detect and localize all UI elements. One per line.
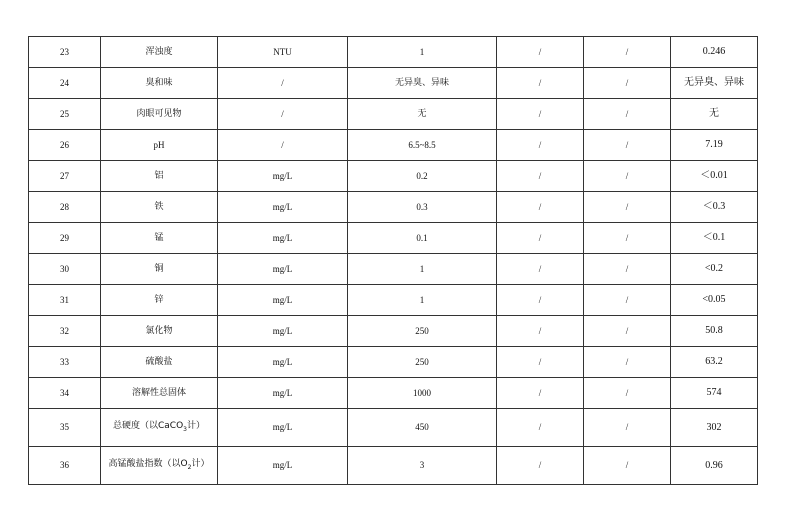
result-cell: 无 [671, 99, 758, 130]
result-cell: 63.2 [671, 347, 758, 378]
table-row [29, 68, 758, 99]
blank-cell: / [497, 68, 584, 99]
limit-cell: 1 [348, 285, 497, 316]
limit-cell: 250 [348, 316, 497, 347]
unit-cell: / [218, 130, 348, 161]
unit-cell: mg/L [218, 447, 348, 485]
blank-cell: / [584, 37, 671, 68]
blank-cell: / [584, 68, 671, 99]
blank-cell: / [497, 378, 584, 409]
blank-cell: / [584, 192, 671, 223]
blank-cell: / [584, 285, 671, 316]
result-cell: 0.96 [671, 447, 758, 485]
row-number: 24 [29, 68, 101, 99]
row-number: 36 [29, 447, 101, 485]
table-row [29, 192, 758, 223]
item-name: 溶解性总固体 [101, 378, 218, 409]
row-number: 33 [29, 347, 101, 378]
table-row [29, 37, 758, 68]
result-cell: 302 [671, 409, 758, 447]
item-name-text: 总硬度（以CaCO [112, 421, 184, 432]
table-row [29, 99, 758, 130]
result-cell: 574 [671, 378, 758, 409]
blank-cell: / [584, 409, 671, 447]
row-number: 28 [29, 192, 101, 223]
unit-cell: mg/L [218, 285, 348, 316]
item-name: 铜 [101, 254, 218, 285]
limit-cell: 1 [348, 254, 497, 285]
item-name-text: 高锰酸盐指数（以O [108, 459, 188, 470]
blank-cell: / [584, 99, 671, 130]
blank-cell: / [584, 447, 671, 485]
item-name-text: 计） [186, 421, 205, 432]
item-name: 肉眼可见物 [101, 99, 218, 130]
row-number: 32 [29, 316, 101, 347]
limit-cell: 无 [348, 99, 497, 130]
blank-cell: / [497, 347, 584, 378]
result-cell: ＜0.1 [671, 223, 758, 254]
blank-cell: / [584, 347, 671, 378]
item-name: 硫酸盐 [101, 347, 218, 378]
unit-cell: mg/L [218, 347, 348, 378]
unit-cell: mg/L [218, 409, 348, 447]
result-cell: 无异臭、异味 [671, 68, 758, 99]
limit-cell: 6.5~8.5 [348, 130, 497, 161]
row-number: 30 [29, 254, 101, 285]
row-number: 27 [29, 161, 101, 192]
unit-cell: / [218, 99, 348, 130]
unit-cell: / [218, 68, 348, 99]
blank-cell: / [497, 192, 584, 223]
blank-cell: / [584, 254, 671, 285]
blank-cell: / [584, 130, 671, 161]
row-number: 34 [29, 378, 101, 409]
item-name: 锰 [101, 223, 218, 254]
blank-cell: / [497, 161, 584, 192]
result-cell: ＜0.01 [671, 161, 758, 192]
unit-cell: NTU [218, 37, 348, 68]
blank-cell: / [497, 409, 584, 447]
blank-cell: / [497, 285, 584, 316]
limit-cell: 3 [348, 447, 497, 485]
limit-cell: 1000 [348, 378, 497, 409]
result-cell: 0.246 [671, 37, 758, 68]
result-cell: 7.19 [671, 130, 758, 161]
blank-cell: / [497, 37, 584, 68]
limit-cell: 无异臭、异味 [348, 68, 497, 99]
table-row [29, 130, 758, 161]
limit-cell: 250 [348, 347, 497, 378]
blank-cell: / [497, 99, 584, 130]
item-name: 臭和味 [101, 68, 218, 99]
results-table [28, 36, 758, 485]
unit-cell: mg/L [218, 223, 348, 254]
blank-cell: / [497, 254, 584, 285]
limit-cell: 1 [348, 37, 497, 68]
item-name [101, 447, 218, 485]
blank-cell: / [497, 223, 584, 254]
row-number: 31 [29, 285, 101, 316]
limit-cell: 0.1 [348, 223, 497, 254]
blank-cell: / [497, 130, 584, 161]
limit-cell: 0.2 [348, 161, 497, 192]
table-row [29, 285, 758, 316]
row-number: 23 [29, 37, 101, 68]
limit-cell: 450 [348, 409, 497, 447]
item-name: 浑浊度 [101, 37, 218, 68]
item-name: 铁 [101, 192, 218, 223]
blank-cell: / [584, 223, 671, 254]
table-row [29, 409, 758, 447]
row-number: 35 [29, 409, 101, 447]
item-name: pH [101, 130, 218, 161]
unit-cell: mg/L [218, 378, 348, 409]
unit-cell: mg/L [218, 316, 348, 347]
item-name [101, 409, 218, 447]
item-name: 氯化物 [101, 316, 218, 347]
subscript: 2 [187, 463, 192, 471]
table-row [29, 347, 758, 378]
result-cell: 50.8 [671, 316, 758, 347]
table-row [29, 254, 758, 285]
item-name: 铝 [101, 161, 218, 192]
row-number: 26 [29, 130, 101, 161]
table-row [29, 161, 758, 192]
subscript: 3 [183, 425, 187, 433]
item-name: 锌 [101, 285, 218, 316]
blank-cell: / [584, 161, 671, 192]
table-row [29, 316, 758, 347]
unit-cell: mg/L [218, 254, 348, 285]
blank-cell: / [584, 316, 671, 347]
result-cell: <0.2 [671, 254, 758, 285]
item-name-text: 计） [191, 459, 210, 470]
table-row [29, 447, 758, 485]
row-number: 29 [29, 223, 101, 254]
unit-cell: mg/L [218, 161, 348, 192]
result-cell: ＜0.3 [671, 192, 758, 223]
blank-cell: / [584, 378, 671, 409]
limit-cell: 0.3 [348, 192, 497, 223]
blank-cell: / [497, 316, 584, 347]
result-cell: <0.05 [671, 285, 758, 316]
table-row [29, 378, 758, 409]
row-number: 25 [29, 99, 101, 130]
table-row [29, 223, 758, 254]
blank-cell: / [497, 447, 584, 485]
unit-cell: mg/L [218, 192, 348, 223]
